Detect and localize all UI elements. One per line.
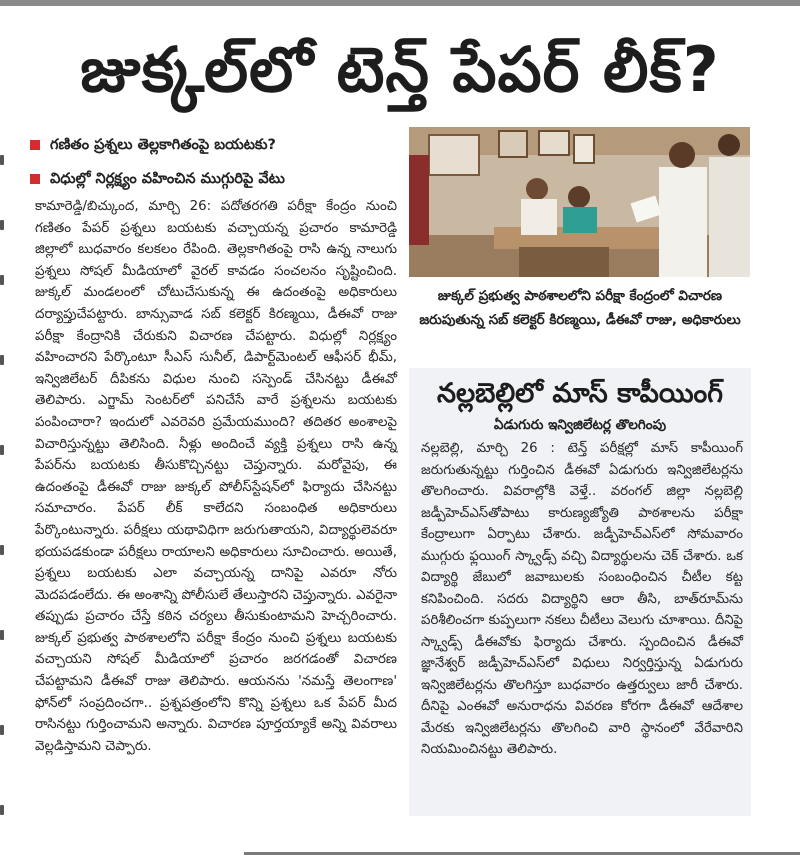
top-rule [0, 0, 800, 6]
bullet-square-icon [30, 174, 40, 184]
sidebar-subtitle: ఏడుగురు ఇన్విజిలేటర్ల తొలగింపు [493, 417, 667, 433]
sub-headline-1 [22, 128, 400, 162]
bottom-rule [244, 852, 800, 855]
news-photo [409, 127, 750, 277]
main-article-body: కామారెడ్డి/బిచ్కుంద, మార్చి 26: పదోతరగతి పరీక్షా కేంద్రం నుంచి గణితం పేపర్ ప్రశ్నలు బయటకు వచ్చాయన్న ప్రచారం కామారెడ్డి జిల్లాలో బుధవారం కలకలం రేపింది. తెల్లకాగితంపై రాసి ఉన్న నాలుగు ప్రశ్నలు సోషల్ మీడియాలో వైరల్ కావడం సంచలనం సృష్టించింది. జుక్కల్ మండలంలో చోటుచేసుకున్న ఈ ఉదంతంపై అధికారులు దర్యాప్తుచేపట్టారు. బాన్సువాడ సబ్ కలెక్టర్ కిరణ్మయి, డీఈవో రాజు పరీక్షా కేంద్రానికి చేరుకుని విచారణ చేపట్టారు. విధుల్లో నిర్లక్ష్యం వహించారని పేర్కొంటూ సీఎస్ సునీల్, డిపార్ట్‌మెంటల్ ఆఫీసర్ భీమ్, ఇన్విజిలేటర్ దీపికను విధుల నుంచి సస్పెండ్ చేసినట్టు డీఈవో తెలిపారు. ఎగ్జామ్ సెంటర్‌లో పనిచేసే వారే ప్రశ్నలను బయటకు పంపించారా? ఇందులో ఎవరెవరి ప్రమేయముంది? తదితర అంశాలపై విచారిస్తున్నట్టు తెలిసింది. నీళ్లు అందించే వ్యక్తి ప్రశ్నలు రాసి ఉన్న పేపర్‌ను బయటకు తీసుకొచ్చినట్టు చెప్తున్నారు. మరోవైపు, ఈ ఉదంతంపై డీఈవో రాజు జుక్కల్ పోలీస్‌స్టేషన్‌లో ఫిర్యాదు చేసినట్టు సమాచారం. పేపర్ లీక్ కాలేదని సంబంధిత అధికారులు పేర్కొంటున్నారు. పరీక్షలు యథావిధిగా జరుగుతాయని, విద్యార్థులెవరూ భయపడకుండా పరీక్షలు రాయాలని అధికారులు సూచించారు. అయితే, ప్రశ్నలు బయటకు ఎలా వచ్చాయన్న దానిపై ఎవరూ నోరు మెదపడంలేదు. ఈ అంశాన్ని పోలీసులే తేలుస్తారని చెప్తున్నారు. ఎవరైనా తప్పుడు ప్రచారం చేస్తే కఠిన చర్యలు తీసుకుంటామని హెచ్చరించారు. జుక్కల్ ప్రభుత్వ పాఠశాలలోని పరీక్షా కేంద్రం నుంచి ప్రశ్నలు బయటకు వచ్చాయని సోషల్ మీడియాలో ప్రచారం జరగడంతో విచారణ చేపట్టామని డీఈవో రాజు తెలిపారు. ఆయనను 'నమస్తే తెలంగాణ' ఫోన్‌లో సంప్రదించగా.. ప్రశ్నపత్రంలోని కొన్ని ప్రశ్నలు ఒక పేపర్ మీద రాసినట్టు గుర్తించామని అన్నారు. విచారణ పూర్తయ్యాకే అన్ని వివరాలు వెల్లడిస్తామని చెప్పారు. [35, 199, 397, 754]
bullet-square-icon [30, 140, 40, 150]
sub-headline-2 [22, 162, 400, 196]
headline: జుక్కల్‌లో టెన్త్ పేపర్ లీక్? [80, 33, 720, 106]
sub-headline-text: విధుల్లో నిర్లక్ష్యం వహించిన ముగ్గురిపై వేటు [50, 171, 285, 187]
adjacent-column-edge [0, 125, 8, 857]
sub-headlines [22, 128, 400, 196]
sidebar-body: నల్లబెల్లి, మార్చి 26 : టెన్త్ పరీక్షల్లో మాస్ కాపీయింగ్ జరుగుతున్నట్టు గుర్తించిన డీఈవో ఏడుగురు ఇన్విజిలేటర్లను తొలగించారు. వివరాల్లోకి వెళ్తే.. వరంగల్ జిల్లా నల్లబెల్లి జడ్పీహెచ్‌ఎస్‌తోపాటు కారుణ్యజ్యోతి పాఠశాలను పరీక్షా కేంద్రాలుగా ఏర్పాటు చేశారు. జడ్పీహెచ్‌ఎస్‌లో సోమవారం ముగ్గురు ఫ్లయింగ్ స్క్వాడ్స్ వచ్చి విద్యార్థులను చెక్ చేశారు. ఒక విద్యార్థి జేబులో జవాబులకు సంబంధించిన చీటీల కట్ట కనిపించింది. సదరు విద్యార్థిని ఆరా తీసి, బాత్‌రూమ్‌ను పరిశీలించగా కుప్పలుగా నకలు చీటీలు వెలుగు చూశాయి. దీనిపై స్క్వాడ్స్ డీఈవోకు ఫిర్యాదు చేశారు. స్పందించిన డీఈవో జ్ఞానేశ్వర్ జడ్పీహెచ్‌ఎస్‌లో విధులు నిర్వర్తిస్తున్న ఏడుగురు ఇన్విజిలేటర్లను తొలగిస్తూ బుధవారం ఉత్తర్వులు జారీ చేశారు. దీనిపై ఎంఈవో అనురాధను వివరణ కోరగా డీఈవో ఆదేశాల మేరకు ఇన్విజిలేటర్లను తొలగించి వారి స్థానంలో వేరేవారిని నియమించినట్టు తెలిపారు. [421, 441, 743, 757]
sidebar-story [409, 368, 751, 816]
photo-caption: జుక్కల్ ప్రభుత్వ పాఠశాలలోని పరీక్షా కేంద్రంలో విచారణ జరుపుతున్న సబ్ కలెక్టర్ కిరణ్మయి, డీఈవో రాజు, అధికారులు [419, 288, 741, 328]
sub-headline-text: గణితం ప్రశ్నలు తెల్లకాగితంపై బయటకు? [50, 137, 276, 153]
sidebar-title: నల్లబెల్లిలో మాస్ కాపీయింగ్ [437, 378, 723, 409]
